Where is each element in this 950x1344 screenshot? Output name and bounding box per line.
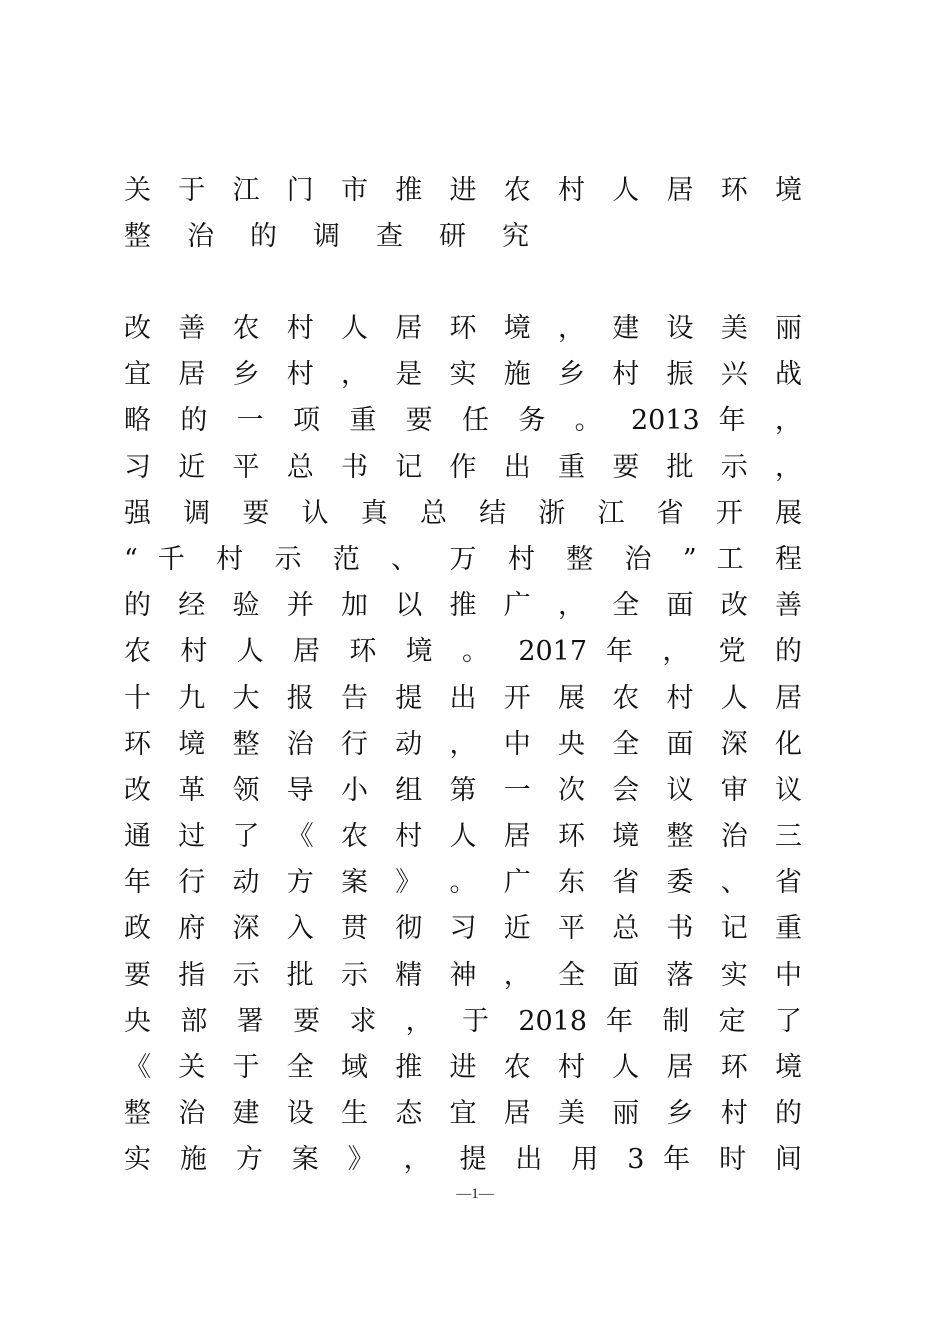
body-line: 实 施 方 案 》 ， 提 出 用 3 年 时 间: [124, 1144, 802, 1176]
body-line: 年 行 动 方 案 》 。 广 东 省 委 、 省: [124, 867, 802, 899]
title-line: 整治的调查研究: [124, 221, 565, 253]
body-line: 要 指 示 批 示 精 神 ， 全 面 落 实 中: [124, 959, 802, 991]
body-line: 农 村 人 居 环 境 。 2017 年 ， 党 的: [124, 636, 802, 668]
body-line: 《 关 于 全 域 推 进 农 村 人 居 环 境: [124, 1052, 802, 1083]
body-paragraph: [124, 306, 802, 1184]
body-line: 整 治 建 设 生 态 宜 居 美 丽 乡 村 的: [124, 1098, 802, 1130]
body-line: 环 境 整 治 行 动 ， 中 央 全 面 深 化: [124, 728, 802, 760]
page-number: —1—: [456, 1186, 494, 1202]
body-line: 习 近 平 总 书 记 作 出 重 要 批 示 ，: [124, 451, 802, 483]
body-line: 改 善 农 村 人 居 环 境 ， 建 设 美 丽: [124, 313, 802, 344]
body-line: 央 部 署 要 求 ， 于 2018 年 制 定 了: [124, 1005, 802, 1037]
body-line: 改 革 领 导 小 组 第 一 次 会 议 审 议: [124, 774, 802, 806]
body-line: 强 调 要 认 真 总 结 浙 江 省 开 展: [124, 497, 802, 529]
body-line: “ 千 村 示 范 、 万 村 整 治 ” 工 程: [124, 543, 802, 575]
body-line: 略 的 一 项 重 要 任 务 。 2013 年 ，: [124, 405, 802, 437]
body-line: 政 府 深 入 贯 彻 习 近 平 总 书 记 重: [124, 913, 802, 945]
body-line: 宜 居 乡 村 ， 是 实 施 乡 村 振 兴 战: [124, 359, 802, 391]
title-line: 关 于 江 门 市 推 进 农 村 人 居 环 境: [124, 175, 802, 206]
body-line: 的 经 验 并 加 以 推 广 ， 全 面 改 善: [124, 590, 802, 622]
body-line: 十 九 大 报 告 提 出 开 展 农 村 人 居: [124, 682, 802, 714]
document-title: [124, 168, 802, 260]
body-line: 通 过 了 《 农 村 人 居 环 境 整 治 三: [124, 821, 802, 853]
